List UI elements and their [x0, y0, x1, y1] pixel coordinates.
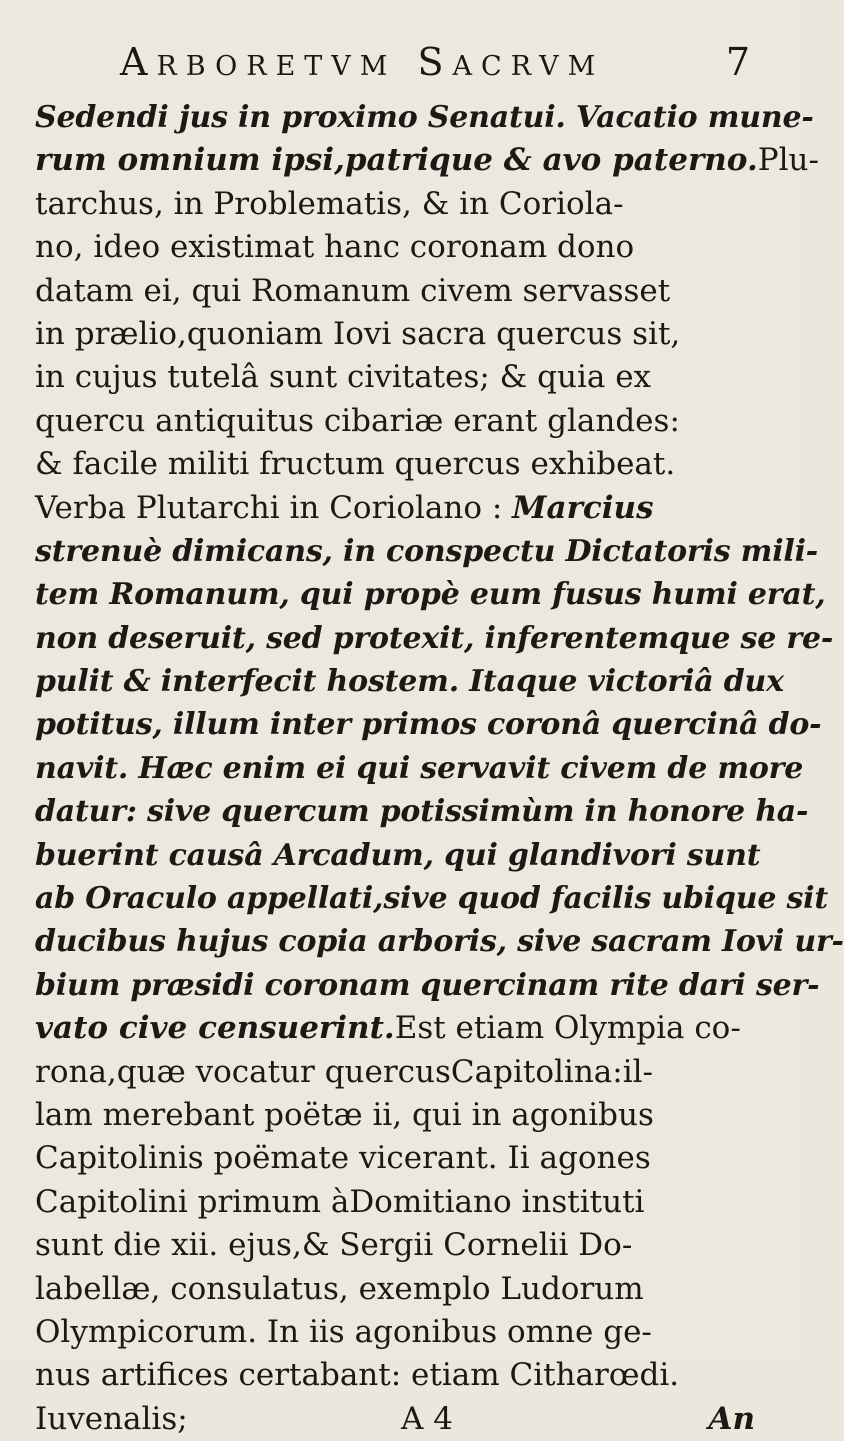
signature-mark: A 4 — [401, 1400, 453, 1437]
text-line-6: in prælio,quoniam Iovi sacra quercus sit, — [35, 315, 681, 352]
text-line-22-italic: vato cive censuerint. — [35, 1010, 395, 1047]
text-line-1: Sedendi jus in proximo Senatui. Vacatio mune- — [35, 100, 814, 135]
text-line-7: in cujus tutelâ sunt civitates; & quia ex — [35, 359, 652, 396]
text-line-14: pulit & interfecit hostem. Itaque victoriâ dux — [35, 664, 784, 700]
text-line-18: buerint causâ Arcadum, qui glandivori sunt — [35, 837, 761, 873]
page-header — [70, 40, 760, 90]
text-line-11: strenuè dimicans, in conspectu Dictatoris mili- — [35, 533, 819, 569]
text-line-4: no, ideo existimat hanc coronam dono — [35, 229, 635, 266]
text-line-13: non deseruit, sed protexit, inferentemque se re- — [35, 620, 834, 656]
text-line-21: bium præsidi coronam quercinam rite dari ser- — [35, 967, 820, 1003]
text-line-15: potitus, illum inter primos coronâ quercinâ do- — [35, 707, 822, 743]
text-line-2-roman: Plu- — [757, 142, 819, 179]
running-head: Arboretvm Sacrvm — [120, 40, 605, 84]
text-line-17: datur: sive quercum potissimùm in honore ha- — [35, 794, 809, 830]
final-line — [35, 1398, 765, 1441]
text-line-8: quercu antiquitus cibariæ erant glandes: — [35, 402, 680, 439]
text-line-26: Capitolini primum àDomitiano instituti — [35, 1183, 645, 1220]
text-line-10-italic: Marcius — [512, 489, 654, 526]
body-text — [35, 96, 844, 1441]
page-number: 7 — [725, 40, 750, 84]
text-line-30: nus artifices certabant: etiam Citharœdi. — [35, 1357, 680, 1394]
text-line-2-italic: rum omnium ipsi,patrique & avo paterno. — [35, 142, 758, 179]
text-line-5: datam ei, qui Romanum civem servasset — [35, 272, 671, 309]
text-line-2 — [35, 139, 819, 182]
text-line-19: ab Oraculo appellati,sive quod facilis ubique sit — [35, 881, 829, 917]
catchword: An — [708, 1400, 755, 1437]
text-line-20: ducibus hujus copia arboris, sive sacram Iovi ur- — [35, 924, 844, 960]
text-line-22 — [35, 1007, 765, 1050]
text-line-29: Olympicorum. In iis agonibus omne ge- — [35, 1313, 652, 1350]
text-line-9: & facile militi fructum quercus exhibeat. — [35, 446, 676, 483]
text-line-28: labellæ, consulatus, exemplo Ludorum — [35, 1270, 644, 1307]
final-line-text: Iuvenalis; — [35, 1400, 188, 1437]
text-line-27: sunt die xii. ejus,& Sergii Cornelii Do- — [35, 1227, 633, 1264]
text-line-3: tarchus, in Problematis, & in Coriola- — [35, 185, 624, 222]
text-line-24: lam merebant poëtæ ii, qui in agonibus — [35, 1096, 654, 1133]
text-line-12: tem Romanum, qui propè eum fusus humi erat, — [35, 577, 826, 613]
text-line-22-roman: Est etiam Olympia co- — [394, 1010, 741, 1047]
text-line-23: rona,quæ vocatur quercusCapitolina:il- — [35, 1053, 654, 1090]
text-line-16: navit. Hæc enim ei qui servavit civem de more — [35, 750, 804, 786]
text-line-10-roman: Verba Plutarchi in Coriolano : — [35, 489, 513, 526]
text-line-25: Capitolinis poëmate vicerant. Ii agones — [35, 1140, 651, 1177]
text-line-10 — [35, 487, 765, 530]
